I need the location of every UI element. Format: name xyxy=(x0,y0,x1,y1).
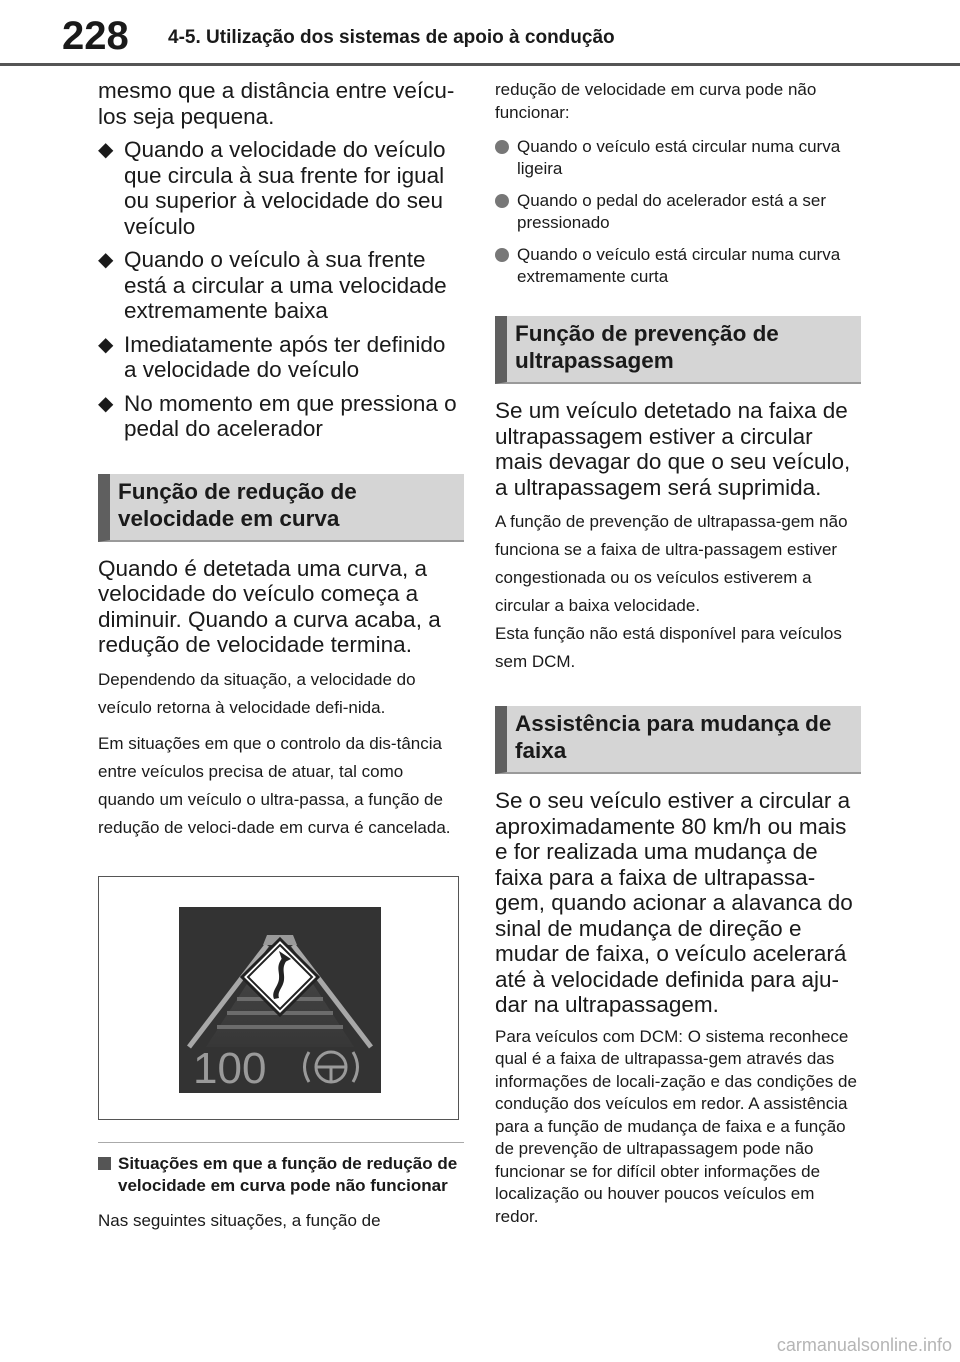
subheading-situations: Situações em que a função de redução de velocidade em curva pode não funcionar xyxy=(98,1153,464,1197)
diamond-bullet-icon: ◆ xyxy=(98,139,114,161)
continuation-text: redução de velocidade em curva pode não funcionar: xyxy=(495,80,817,122)
intro-text: mesmo que a distância entre veícu-los seja pequena. xyxy=(98,78,455,129)
curve-warning-display xyxy=(179,907,381,1093)
section-heading-lane-change-assist: Assistência para mudança de faixa xyxy=(495,706,861,774)
diamond-bullet-icon: ◆ xyxy=(98,249,114,271)
list-item: Quando o pedal do acelerador está a ser pressionado xyxy=(495,190,861,234)
circle-bullet-icon xyxy=(495,140,509,154)
section3-note: Para veículos com DCM: O sistema reconhece qual é a faixa de ultrapassa-gem através das informações de locali-zação e das condições de condução dos veículos em redor. A assistência para a função de mudança de faixa e a função de prevenção de ultrapassagem pode não funcionar se for difícil obter informações de localização ou houver poucos veículos em redor. xyxy=(495,1026,857,1226)
list-item: Quando o veículo está circular numa curva extremamente curta xyxy=(495,244,861,288)
header-rule xyxy=(0,63,960,66)
section3-body: Se o seu veículo estiver a circular a aproximadamente 80 km/h ou mais e for realizada uma mudança de faixa para a faixa de ultrapassa-gem, quando acionar a alavanca do sinal de mudança de direção e mudar de faixa, o veículo acelerará até à velocidade definida para aju-dar na ultrapassagem. xyxy=(495,788,853,1017)
page-number: 228 xyxy=(62,14,129,58)
section-heading-curve-speed-reduction: Função de redução de velocidade em curva xyxy=(98,474,464,542)
section-title: 4-5. Utilização dos sistemas de apoio à condução xyxy=(168,27,615,48)
right-bullet-list xyxy=(495,136,861,288)
diamond-bullet-icon: ◆ xyxy=(98,392,114,415)
speed-value: 100 xyxy=(193,1043,267,1093)
circle-bullet-icon xyxy=(495,248,509,262)
list-item: Quando o veículo está circular numa curva ligeira xyxy=(495,136,861,180)
list-item: ◆ Imediatamente após ter definido a velocidade do veículo xyxy=(98,331,446,382)
section2-note1: A função de prevenção de ultrapassa-gem não funciona se a faixa de ultra-passagem estiver congestionada ou os veículos estiverem a circular a baixa velocidade. xyxy=(495,512,848,615)
section1-note2: Em situações em que o controlo da dis-tância entre veículos precisa de atuar, tal como quando um veículo o ultra-passa, a função de redução de veloci-dade em curva é cancelada. xyxy=(98,733,451,837)
list-item: ◆ Quando o veículo à sua frente está a circular a uma velocidade extremamente baixa xyxy=(98,247,447,323)
section2-body: Se um veículo detetado na faixa de ultrapassagem estiver a circular mais devagar do que o seu veículo, a ultrapassagem será suprimida. xyxy=(495,398,851,500)
section1-note1: Dependendo da situação, a velocidade do veículo retorna à velocidade defi-nida. xyxy=(98,669,416,717)
divider xyxy=(98,1142,464,1143)
section1-body: Quando é detetada uma curva, a velocidade do veículo começa a diminuir. Quando a curva acaba, a redução de velocidade termina. xyxy=(98,555,441,657)
left-column xyxy=(98,78,464,1240)
square-bullet-icon xyxy=(98,1157,111,1170)
list-item: ◆ No momento em que pressiona o pedal do acelerador xyxy=(98,390,457,441)
list-item: ◆ Quando a velocidade do veículo que circula à sua frente for igual ou superior à velocidade do seu veículo xyxy=(98,137,446,239)
diamond-bullet-icon: ◆ xyxy=(98,333,114,356)
section-heading-overtake-prevention: Função de prevenção de ultrapassagem xyxy=(495,316,861,384)
left-bullet-list xyxy=(98,137,464,442)
section2-note2: Esta função não está disponível para veículos sem DCM. xyxy=(495,624,842,671)
figure-curve-display xyxy=(98,876,459,1120)
subhead-body: Nas seguintes situações, a função de xyxy=(98,1210,381,1230)
circle-bullet-icon xyxy=(495,194,509,208)
right-column xyxy=(495,78,861,1236)
watermark: carmanualsonline.info xyxy=(776,1335,952,1355)
